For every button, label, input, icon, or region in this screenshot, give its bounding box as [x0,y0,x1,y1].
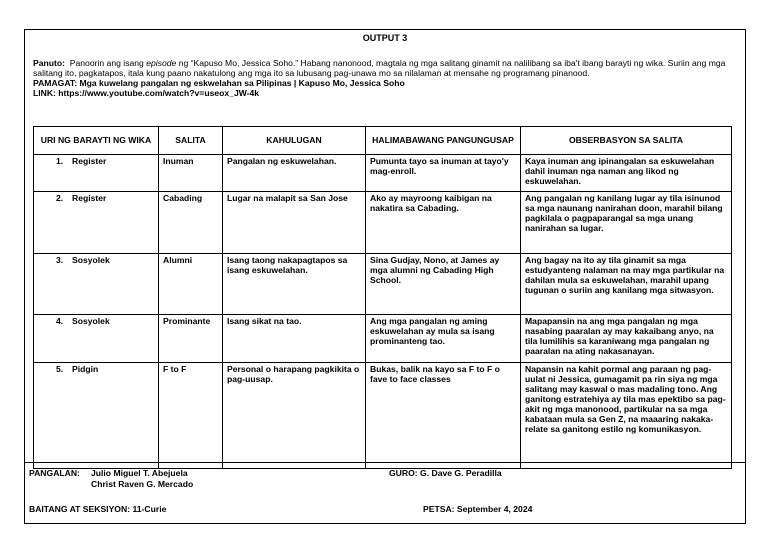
cell-obserbasyon: Napansin na kahit pormal ang paraan ng pag-uulat ni Jessica, gumagamit pa rin siya ng mga salitang may kaswal o mas madaling tono. Ang ganitong estratehiya ay tila mas epektibo sa pag-akit ng mga manonood, partikular na sa mga kabataan mula sa Gen Z, na maaaring nakaka-relate sa ganitong estilo ng komunikasyon. [521,363,732,469]
cell-salita: Cabading [159,192,223,254]
header-uri: URI NG BARAYTI NG WIKA [34,127,159,155]
cell-obserbasyon: Kaya inuman ang ipinangalan sa eskuwelahan dahil inuman nga naman ang likod ng eskuwelahan. [521,155,732,192]
cell-kahulugan: Lugar na malapit sa San Jose [223,192,366,254]
panuto-text-1: Panoorin ang isang [69,58,147,68]
petsa: PETSA: September 4, 2024 [423,504,533,514]
cell-kahulugan: Pangalan ng eskuwelahan. [223,155,366,192]
pamagat: PAMAGAT: Mga kuwelang pangalan ng eskwelahan sa Pilipinas | Kapuso Mo, Jessica Soho [33,78,405,89]
baitang-seksiyon: BAITANG AT SEKSIYON: 11-Curie [29,504,167,514]
table-row [34,254,732,315]
row-number: 5. [56,364,64,374]
uri-label: Register [72,156,107,166]
cell-obserbasyon: Ang pangalan ng kanilang lugar ay tila isinunod sa mga naunang nanirahan doon, marahil bilang pagkilala o pagpaparangal sa mga unang nanirahan sa lugar. [521,192,732,254]
panuto [33,58,737,78]
row-number: 3. [56,255,64,265]
page-title: OUTPUT 3 [362,33,408,43]
cell-halimbawa: Sina Gudjay, Nono, at James ay mga alumni ng Cabading High School. [366,254,521,315]
cell-salita: F to F [159,363,223,469]
header-kahulugan: KAHULUGAN [223,127,366,155]
table-row [34,155,732,192]
uri-label: Sosyolek [72,316,110,326]
cell-kahulugan: Isang sikat na tao. [223,315,366,363]
cell-salita: Alumni [159,254,223,315]
panuto-italic: episode [146,58,177,68]
uri-label: Pidgin [72,364,99,374]
pangalan-1: Julio Miguel T. Abejuela [91,468,188,478]
footer [25,462,745,525]
cell-halimbawa: Ang mga pangalan ng aming eskuwelahan ay mula sa isang prominanteng tao. [366,315,521,363]
analysis-table [33,126,732,469]
cell-obserbasyon: Ang bagay na ito ay tila ginamit sa mga estudyanteng nalaman na may mga partikular na dahilan mula sa eskuwelahan, marahil upang tugunan o suriin ang kanilang mga sitwasyon. [521,254,732,315]
uri-label: Sosyolek [72,255,110,265]
pangalan-label: PANGALAN: [29,468,80,478]
cell-salita: Prominante [159,315,223,363]
guro: GURO: G. Dave G. Peradilla [389,468,502,478]
panuto-label: Panuto: [33,58,65,68]
cell-kahulugan: Isang taong nakapagtapos sa isang eskuwelahan. [223,254,366,315]
table-row [34,315,732,363]
pangalan-2: Christ Raven G. Mercado [91,479,194,489]
cell-obserbasyon: Mapapansin na ang mga pangalan ng mga nasabing paaralan ay may kakaibang anyo, na tila lumilihis sa karaniwang mga pangalan ng paaralan na ating nakasanayan. [521,315,732,363]
instructions [33,58,737,98]
row-number: 4. [56,316,64,326]
header-salita: SALITA [159,127,223,155]
cell-uri [34,254,159,315]
row-number: 2. [56,193,64,203]
document-frame [24,29,746,524]
cell-uri [34,363,159,469]
panuto-text-2: ng “Kapuso Mo, Jessica Soho.” Habang nanonood, magtala ng mga salitang ginamit na nalilibang sa iba't ibang barayti ng wika. Suriin ang mga salitang ito, pagkatapos, itala kung paano nakatulong ang mga ito sa lubusang pag-unawa mo sa nilalaman at mensahe ng programang pinanood. [33,58,726,79]
table-header-row [34,127,732,155]
cell-salita: Inuman [159,155,223,192]
uri-label: Register [72,193,107,203]
cell-halimbawa: Pumunta tayo sa inuman at tayo'y mag-enroll. [366,155,521,192]
header-halimbawa: HALIMABAWANG PANGUNGUSAP [366,127,521,155]
table-row [34,192,732,254]
cell-uri [34,315,159,363]
header-obserbasyon: OBSERBASYON SA SALITA [521,127,732,155]
cell-halimbawa: Bukas, balik na kayo sa F to F o fave to face classes [366,363,521,469]
row-number: 1. [56,156,64,166]
cell-kahulugan: Personal o harapang pagkikita o pag-uusap. [223,363,366,469]
cell-uri [34,192,159,254]
cell-uri [34,155,159,192]
cell-halimbawa: Ako ay mayroong kaibigan na nakatira sa Cabading. [366,192,521,254]
table-row [34,363,732,469]
video-link: LINK: https://www.youtube.com/watch?v=useox_JW-4k [33,88,260,99]
